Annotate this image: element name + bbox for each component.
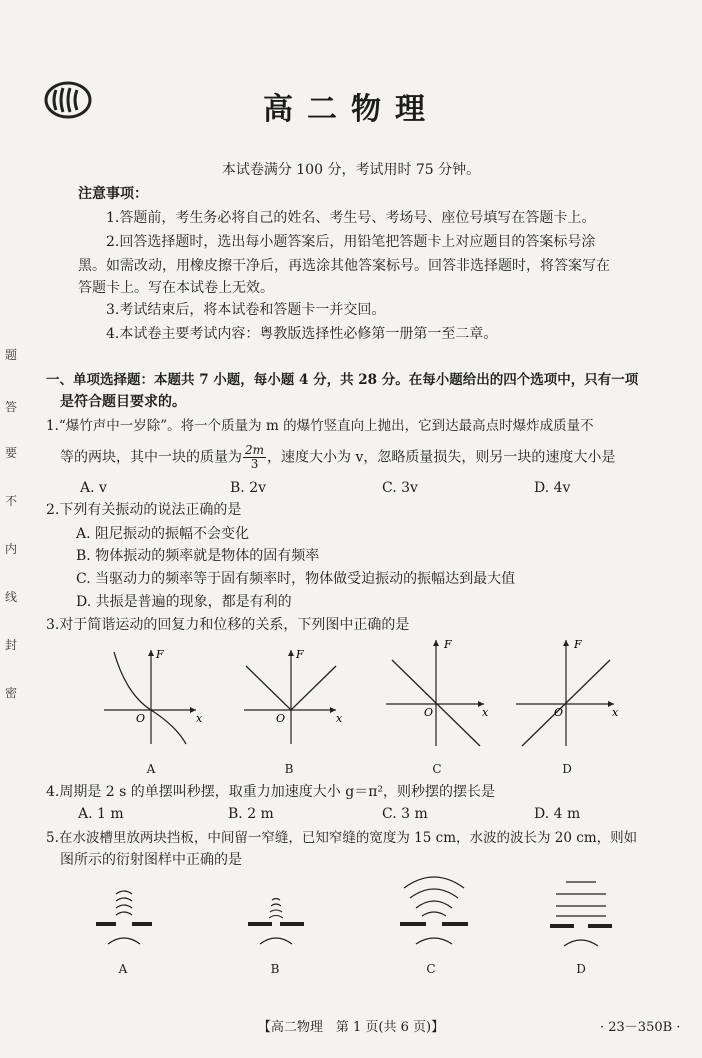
q5-label-d: D (576, 962, 586, 976)
origin-label: O (554, 706, 564, 719)
footer-code: · 23－350B · (600, 1020, 681, 1035)
q1-frac-num: 2m (245, 443, 265, 457)
q2-option-d[interactable]: D. 共振是普遍的现象，都是有利的 (76, 594, 292, 610)
q1-text-a: 等的两块，其中一块的质量为 (60, 449, 242, 466)
section-heading-cont: 是符合题目要求的。 (60, 394, 186, 410)
side-char: 不 (4, 494, 17, 508)
q3-label-b: B (284, 762, 294, 776)
q3-graph-d[interactable] (514, 634, 624, 748)
q1-fraction (243, 444, 266, 471)
axis-x-label: x (336, 712, 343, 725)
side-char: 封 (4, 638, 17, 652)
q1-text-b: ，速度大小为 v，忽略质量损失，则另一块的速度大小是 (267, 449, 616, 466)
q5-label-c: C (426, 962, 436, 976)
axis-x-label: x (482, 706, 489, 719)
q5-figure-b[interactable] (244, 884, 308, 956)
q5-figure-a[interactable] (92, 884, 156, 956)
notice-item: 3.考试结束后，将本试卷和答题卡一并交回。 (106, 302, 386, 318)
q4-option-a[interactable]: A. 1 m (78, 806, 124, 822)
side-char: 要 (4, 446, 17, 460)
q3-stem: 3.对于简谐运动的回复力和位移的关系，下列图中正确的是 (46, 617, 410, 633)
q3-graph-a[interactable] (96, 644, 206, 748)
axis-f-label: F (444, 638, 452, 651)
section-heading: 一、单项选择题：本题共 7 小题，每小题 4 分，共 28 分。在每小题给出的四个选项中，只有一项 (46, 372, 639, 388)
footer-page-info: 【高二物理 第 1 页(共 6 页)】 (257, 1020, 445, 1035)
origin-label: O (136, 712, 146, 725)
origin-label: O (276, 712, 286, 725)
q5-label-b: B (270, 962, 280, 976)
page-title: 高二物理 (263, 92, 439, 127)
q1-option-c[interactable]: C. 3v (382, 480, 418, 496)
q2-option-b[interactable]: B. 物体振动的频率就是物体的固有频率 (76, 548, 320, 564)
q5-stem: 5.在水波槽里放两块挡板，中间留一窄缝，已知窄缝的宽度为 15 cm，水波的波长为 20 cm，则如 (46, 830, 638, 846)
origin-label: O (424, 706, 434, 719)
side-char: 线 (4, 590, 17, 604)
q4-option-c[interactable]: C. 3 m (382, 806, 428, 822)
q2-option-a[interactable]: A. 阻尼振动的振幅不会变化 (76, 526, 250, 542)
side-char: 内 (4, 542, 17, 556)
axis-f-label: F (574, 638, 582, 651)
q1-frac-den: 3 (250, 457, 259, 471)
notice-item: 黑。如需改动，用橡皮擦干净后，再选涂其他答案标号。回答非选择题时，将答案写在 (78, 258, 610, 274)
notice-item: 1.答题前，考生务必将自己的姓名、考生号、考场号、座位号填写在答题卡上。 (106, 210, 596, 226)
q3-label-a: A (146, 762, 156, 776)
q3-label-d: D (562, 762, 572, 776)
q2-stem: 2.下列有关振动的说法正确的是 (46, 502, 242, 518)
q5-stem-cont: 图所示的衍射图样中正确的是 (60, 852, 242, 868)
side-char: 答 (4, 400, 17, 414)
axis-x-label: x (612, 706, 619, 719)
side-char: 题 (4, 348, 17, 362)
q1-stem: 1.“爆竹声中一岁除”。将一个质量为 m 的爆竹竖直向上抛出，它到达最高点时爆炸成质量不 (46, 418, 594, 434)
side-char: 密 (4, 686, 17, 700)
axis-f-label: F (156, 648, 164, 661)
q5-label-a: A (118, 962, 128, 976)
q2-option-c[interactable]: C. 当驱动力的频率等于固有频率时，物体做受迫振动的振幅达到最大值 (76, 571, 516, 587)
q4-stem: 4.周期是 2 s 的单摆叫秒摆，取重力加速度大小 g＝π²，则秒摆的摆长是 (46, 784, 496, 800)
q4-option-d[interactable]: D. 4 m (534, 806, 581, 822)
notice-item: 答题卡上。写在本试卷上无效。 (78, 280, 274, 296)
q3-graph-b[interactable] (236, 644, 346, 748)
q1-option-b[interactable]: B. 2v (230, 480, 267, 496)
q5-figure-c[interactable] (394, 868, 474, 956)
q4-option-b[interactable]: B. 2 m (228, 806, 274, 822)
notice-item: 4.本试卷主要考试内容：粤教版选择性必修第一册第一至二章。 (106, 326, 498, 342)
notice-item: 2.回答选择题时，选出每小题答案后，用铅笔把答题卡上对应题目的答案标号涂 (106, 234, 596, 250)
q1-option-d[interactable]: D. 4v (534, 480, 571, 496)
q3-label-c: C (432, 762, 442, 776)
q5-figure-d[interactable] (546, 870, 616, 956)
axis-x-label: x (196, 712, 203, 725)
notice-heading: 注意事项： (78, 186, 148, 202)
q1-stem-cont (60, 444, 615, 471)
axis-f-label: F (296, 648, 304, 661)
q1-option-a[interactable]: A. v (80, 480, 107, 496)
exam-intro: 本试卷满分 100 分，考试用时 75 分钟。 (221, 162, 481, 178)
q3-graph-c[interactable] (384, 634, 494, 748)
